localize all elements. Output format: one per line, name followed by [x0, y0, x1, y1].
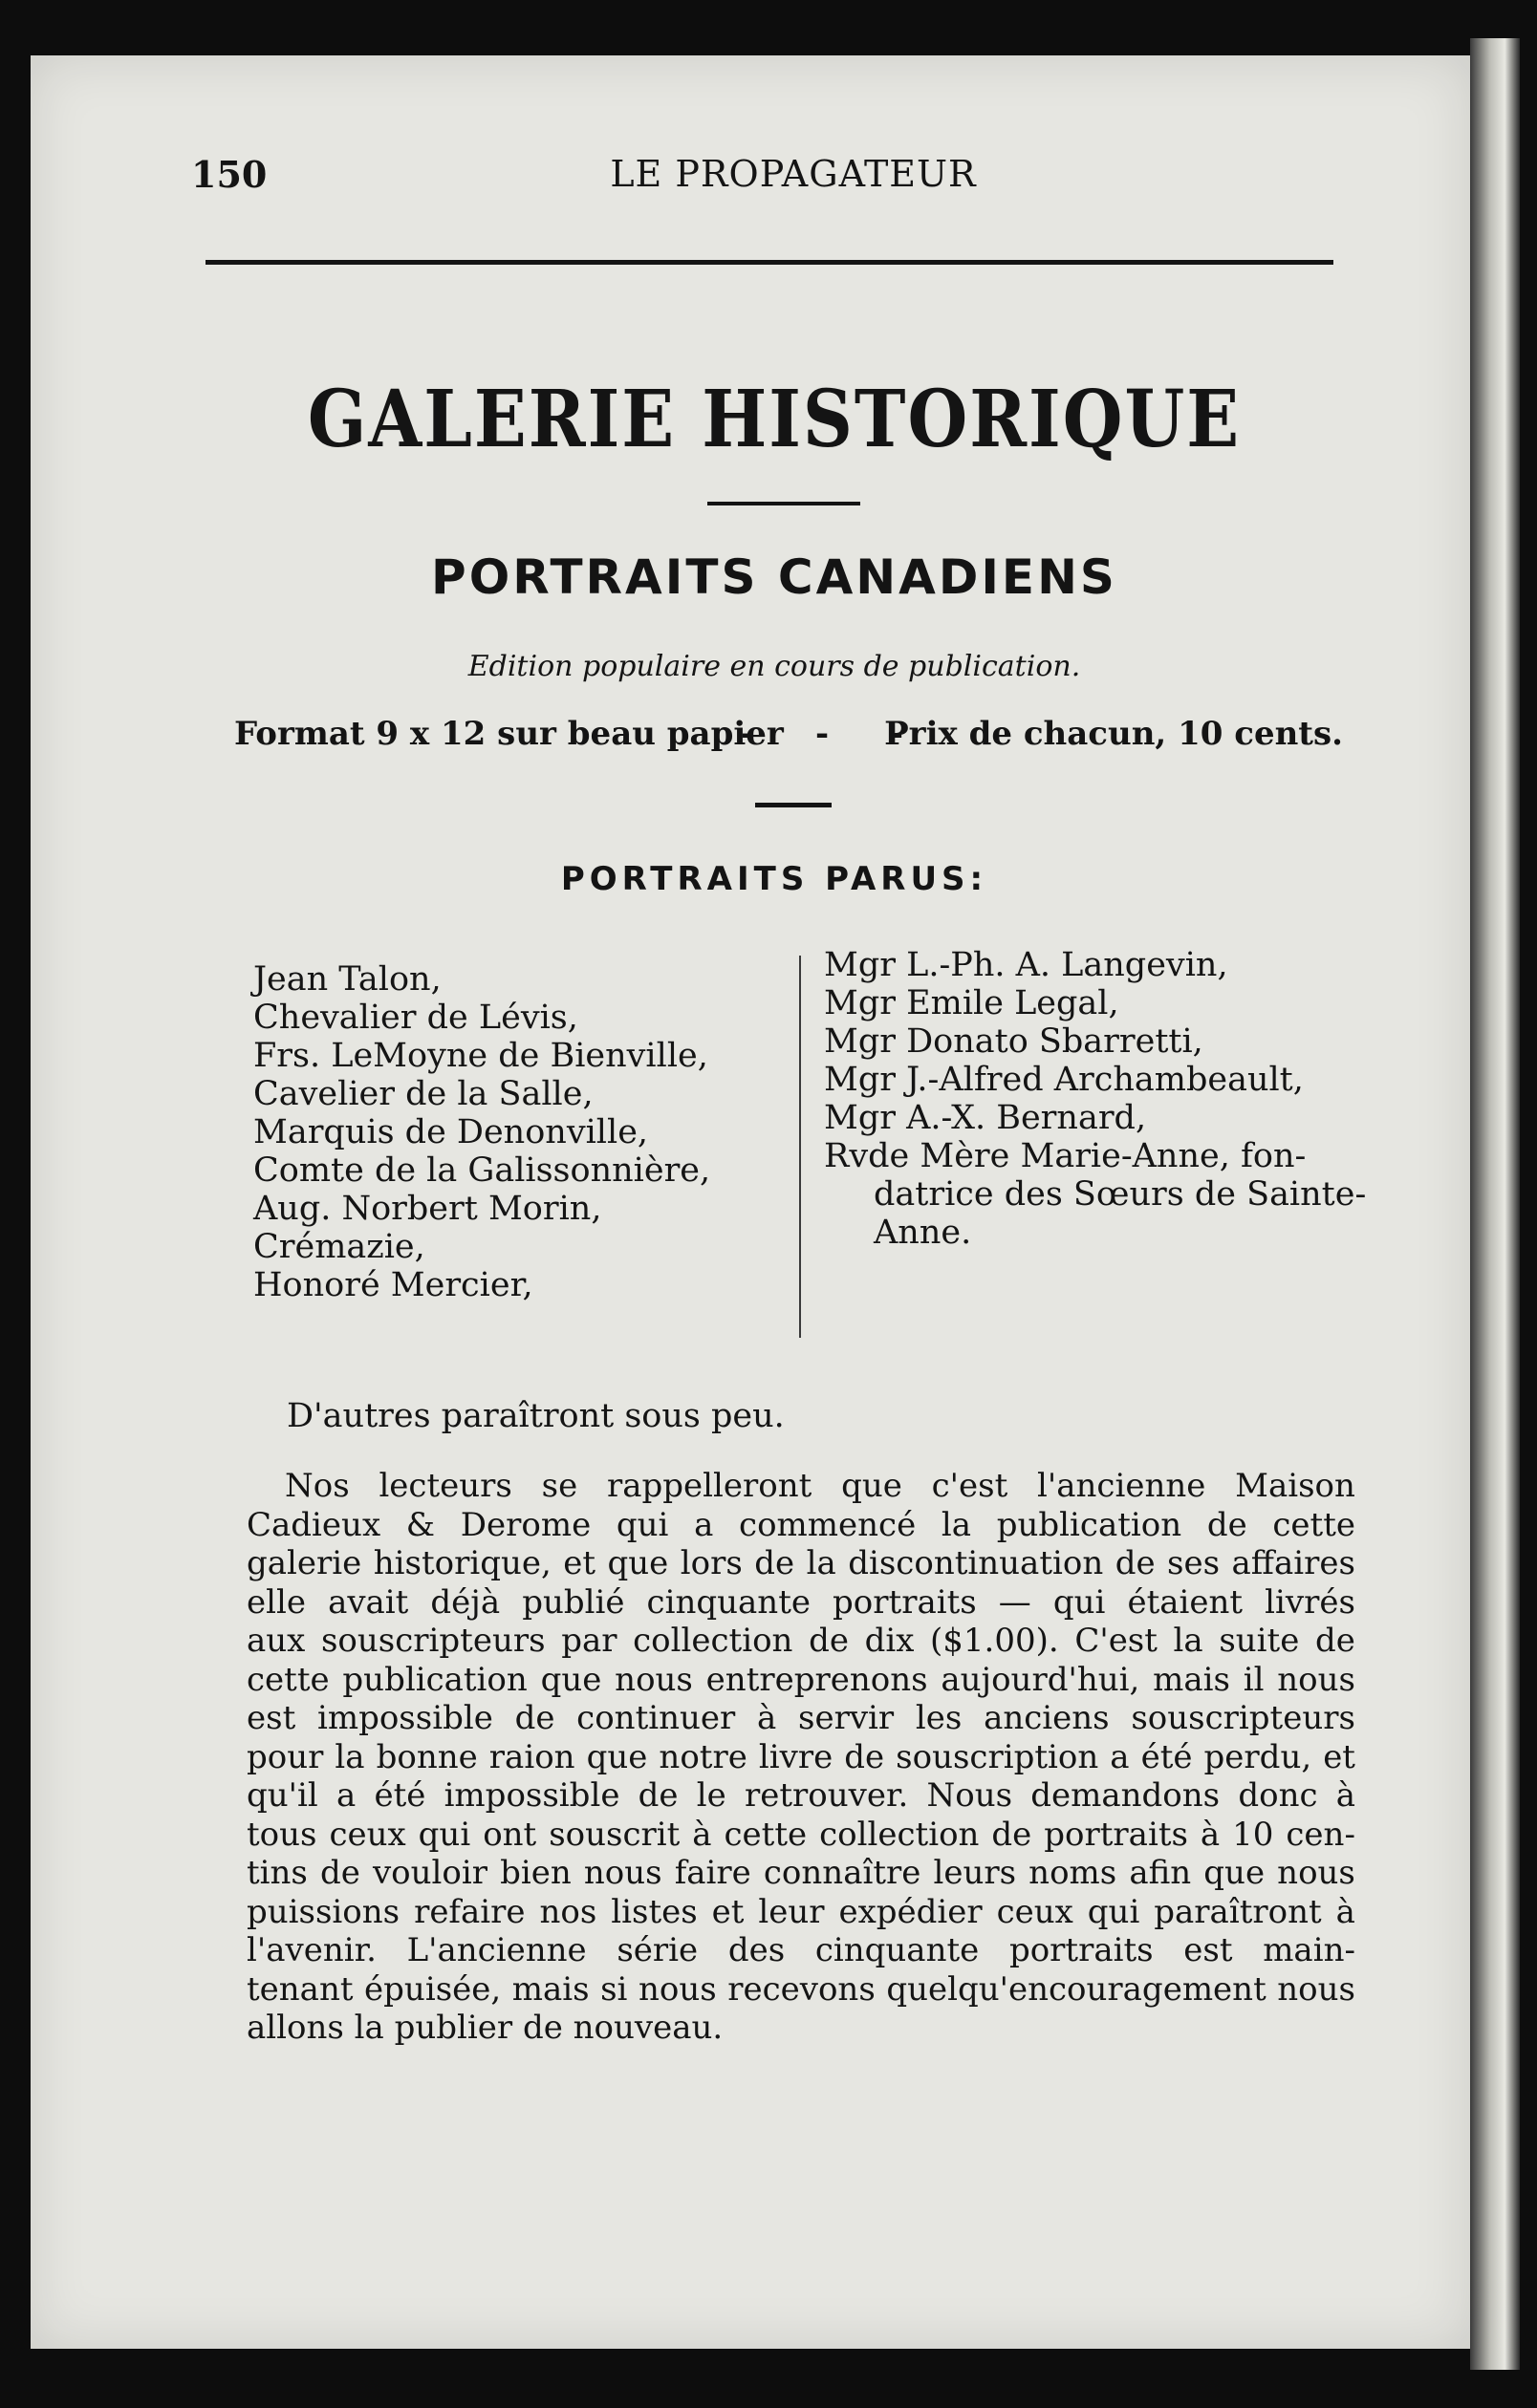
title-divider — [707, 502, 860, 505]
list-item: Anne. — [874, 1214, 972, 1252]
subtitle: PORTRAITS CANADIENS — [431, 549, 1117, 605]
list-item: Mgr L.-Ph. A. Langevin, — [824, 946, 1228, 984]
portraits-list-left — [253, 960, 789, 1304]
list-item: Honoré Mercier, — [253, 1266, 533, 1304]
price-text: Prix de chacun, 10 cents. — [884, 715, 1343, 753]
list-item: datrice des Sœurs de Sainte- — [874, 1175, 1367, 1214]
format-line — [206, 715, 1343, 763]
main-title: GALERIE HISTORIQUE — [307, 371, 1242, 465]
paragraph-line: tins de vouloir bien nous faire connaître leurs noms afin que nous — [247, 1854, 1355, 1892]
list-item: Cavelier de la Salle, — [253, 1075, 594, 1113]
list-item: Mgr J.-Alfred Archambeault, — [824, 1061, 1304, 1099]
paragraph-line: l'avenir. L'ancienne série des cinquante portraits est main- — [247, 1931, 1355, 1969]
list-item: Mgr Emile Legal, — [824, 984, 1119, 1022]
list-item: Chevalier de Lévis, — [253, 999, 578, 1037]
edition-note: Edition populaire en cours de publication. — [467, 650, 1081, 683]
paragraph-line: pour la bonne raion que notre livre de souscription a été perdu, et — [247, 1737, 1355, 1776]
adjacent-page-edge — [1470, 38, 1520, 2370]
page-number: 150 — [191, 153, 268, 196]
list-item: Comte de la Galissonnière, — [253, 1151, 711, 1190]
page-header — [191, 153, 1338, 210]
body-paragraph — [247, 1467, 1355, 2048]
list-item: Rvde Mère Marie-Anne, fon- — [824, 1137, 1307, 1175]
format-dashes: - - - — [741, 715, 929, 753]
format-text: Format 9 x 12 sur beau papier — [234, 715, 784, 753]
section-title: PORTRAITS PARUS: — [560, 860, 988, 898]
paragraph-line: elle avait déjà publié cinquante portraits — qui étaient livrés — [247, 1582, 1355, 1622]
section-divider — [755, 803, 832, 807]
paragraph-line: puissions refaire nos listes et leur expédier ceux qui paraîtront à — [247, 1892, 1355, 1931]
running-title: LE PROPAGATEUR — [610, 153, 977, 195]
header-rule — [206, 260, 1333, 265]
paragraph-line: Nos lecteurs se rappelleront que c'est l'ancienne Maison — [285, 1467, 1355, 1505]
column-divider — [799, 956, 801, 1338]
list-item: Marquis de Denonville, — [253, 1113, 649, 1151]
paragraph-line: est impossible de continuer à servir les anciens souscripteurs — [247, 1699, 1355, 1737]
list-item: Aug. Norbert Morin, — [253, 1190, 602, 1228]
list-item: Crémazie, — [253, 1228, 425, 1266]
list-item: Frs. LeMoyne de Bienville, — [253, 1037, 708, 1075]
portraits-list-right — [824, 946, 1367, 1252]
list-item: Jean Talon, — [253, 960, 442, 999]
paragraph-line: allons la publier de nouveau. — [247, 2009, 724, 2047]
paragraph-line: galerie historique, et que lors de la discontinuation de ses affaires — [247, 1544, 1355, 1582]
others-note: D'autres paraîtront sous peu. — [287, 1397, 785, 1435]
paragraph-line: aux souscripteurs par collection de dix ($1.00). C'est la suite de — [247, 1622, 1355, 1660]
list-item: Mgr A.-X. Bernard, — [824, 1099, 1147, 1137]
paragraph-line: tenant épuisée, mais si nous recevons quelqu'encouragement nous — [247, 1969, 1355, 2009]
paragraph-line: Cadieux & Derome qui a commencé la publication de cette — [247, 1505, 1355, 1544]
paragraph-line: qu'il a été impossible de le retrouver. Nous demandons donc à — [247, 1776, 1355, 1815]
paragraph-line: cette publication que nous entreprenons aujourd'hui, mais il nous — [247, 1660, 1355, 1699]
paragraph-line: tous ceux qui ont souscrit à cette collection de portraits à 10 cen- — [247, 1815, 1355, 1854]
list-item: Mgr Donato Sbarretti, — [824, 1022, 1203, 1061]
